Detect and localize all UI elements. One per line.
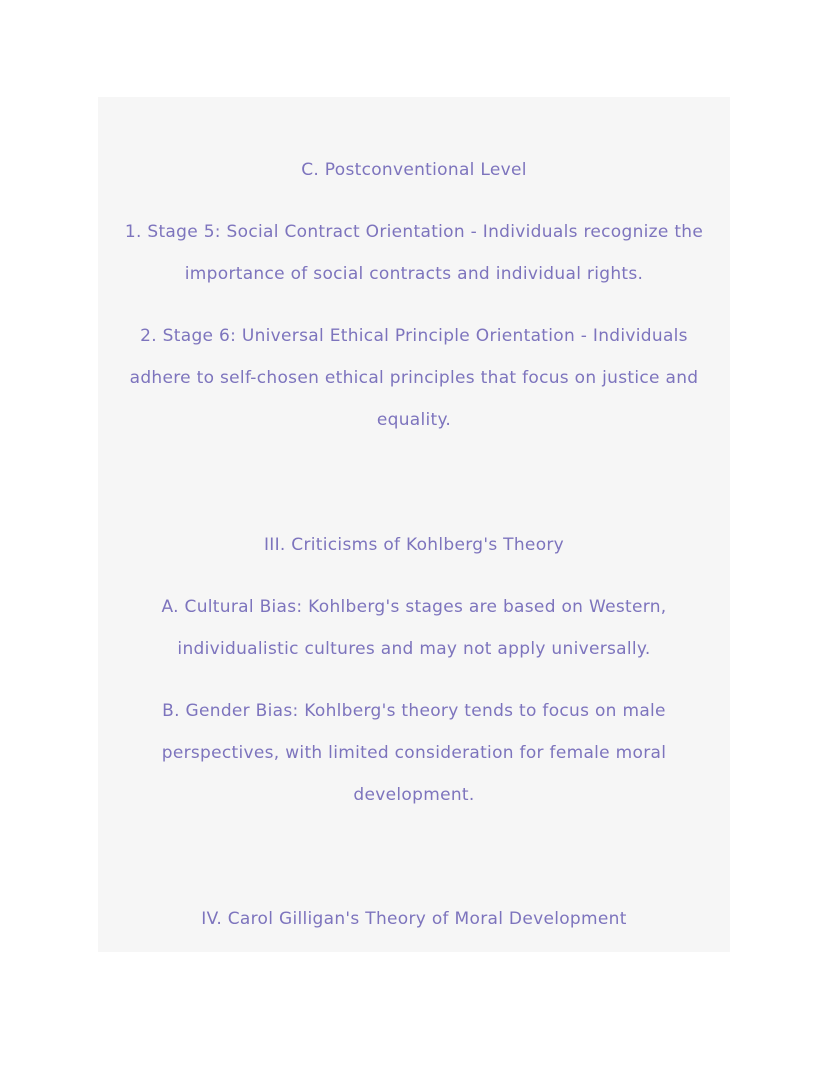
stage5-line-2: importance of social contracts and individual rights. — [184, 264, 644, 284]
section-heading-criticisms: III. Criticisms of Kohlberg's Theory — [263, 535, 565, 555]
stage6-line-3: equality. — [376, 410, 452, 430]
gender-bias-line-3: development. — [353, 785, 475, 805]
stage6-line-2: adhere to self-chosen ethical principles that focus on justice and — [129, 368, 699, 388]
stage6-line-1: 2. Stage 6: Universal Ethical Principle Orientation - Individuals — [140, 326, 688, 346]
gender-bias-line-2: perspectives, with limited consideration for female moral — [161, 743, 667, 763]
cultural-bias-line-2: individualistic cultures and may not apply universally. — [177, 639, 651, 659]
section-heading-postconventional: C. Postconventional Level — [301, 160, 527, 180]
stage5-line-1: 1. Stage 5: Social Contract Orientation - Individuals recognize the — [124, 222, 704, 242]
cultural-bias-line-1: A. Cultural Bias: Kohlberg's stages are based on Western, — [161, 597, 667, 617]
gender-bias-line-1: B. Gender Bias: Kohlberg's theory tends to focus on male — [162, 701, 666, 721]
section-heading-gilligan: IV. Carol Gilligan's Theory of Moral Development — [201, 909, 627, 929]
